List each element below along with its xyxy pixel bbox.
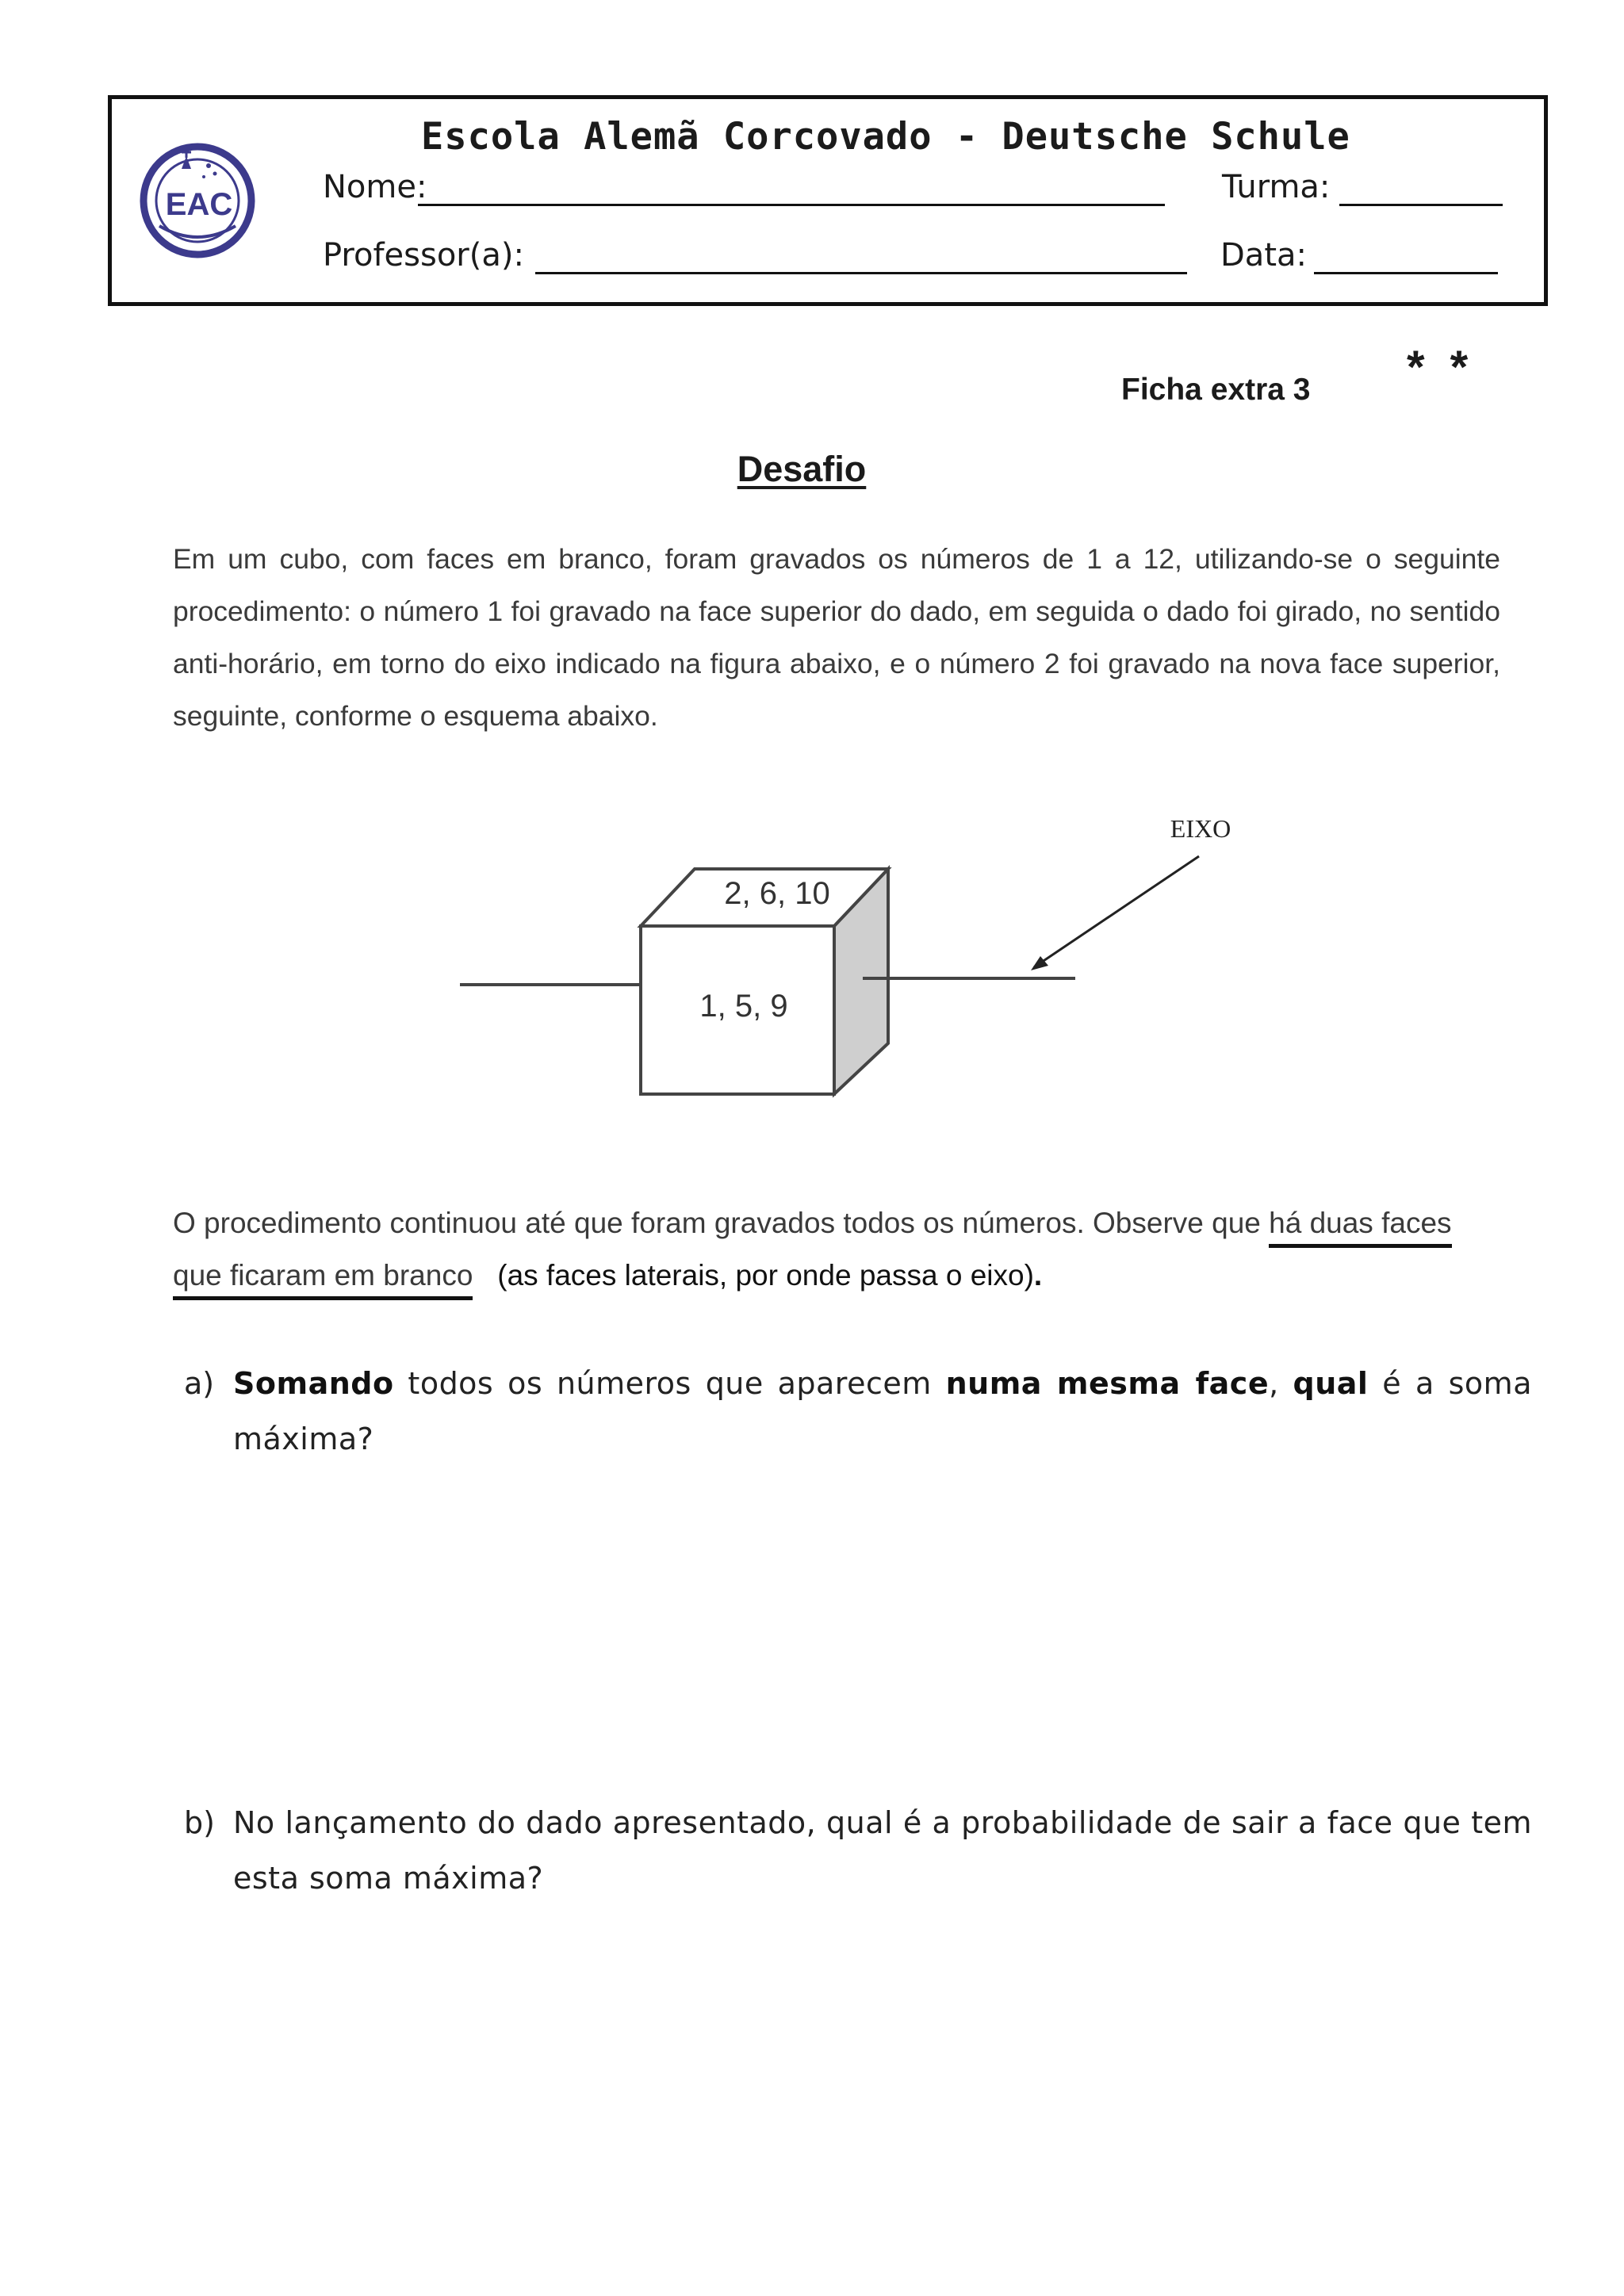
conclusion-end: .: [1033, 1259, 1043, 1292]
ficha-label: Ficha extra 3: [1121, 373, 1311, 407]
question-b-letter: b): [184, 1805, 215, 1840]
difficulty-stars: * *: [1407, 342, 1475, 393]
logo-text: EAC: [165, 187, 233, 222]
question-a-text: Somando todos os números que aparecem numa mesma face, qual é a soma máxima?: [233, 1366, 1532, 1456]
axis-label: EIXO: [1170, 814, 1231, 843]
question-b-text: No lançamento do dado apresentado, qual é a probabilidade de sair a face que tem esta soma máxima?: [233, 1805, 1532, 1896]
intro-paragraph: Em um cubo, com faces em branco, foram gravados os números de 1 a 12, utilizando-se o seguinte procedimento: o número 1 foi gravado na face superior do dado, em seguida o dado foi girado, no sentido anti-horário, em torno do eixo indicado na figura abaixo, e o número 2 foi gravado na nova face superior, seguinte, conforme o esquema abaixo.: [173, 543, 1500, 732]
conclusion-line-2: [173, 1249, 1505, 1302]
axis-arrow: [1034, 856, 1199, 967]
turma-label: Turma:: [1222, 169, 1331, 205]
turma-field[interactable]: [1339, 204, 1503, 206]
cube-diagram: [444, 801, 1285, 1118]
professor-label: Professor(a):: [323, 237, 524, 274]
question-a-letter: a): [184, 1366, 215, 1401]
cube-front-label: 1, 5, 9: [699, 989, 788, 1024]
nome-field[interactable]: [418, 204, 1165, 206]
header-box: [108, 95, 1548, 306]
school-name: Escola Alemã Corcovado - Deutsche Schule: [421, 115, 1350, 159]
question-b: [184, 1795, 1532, 1906]
cube-top-label: 2, 6, 10: [724, 876, 830, 911]
page-title: Desafio: [737, 449, 867, 489]
professor-field[interactable]: [535, 272, 1187, 274]
data-label: Data:: [1220, 237, 1307, 274]
underlined-phrase-a: há duas faces: [1269, 1207, 1451, 1248]
conclusion-part-1: O procedimento continuou até que foram gravados todos os números. Observe que: [173, 1207, 1261, 1239]
data-field[interactable]: [1314, 272, 1498, 274]
conclusion-paragraph: [173, 1197, 1505, 1302]
school-logo: [136, 137, 259, 264]
question-a: [184, 1356, 1532, 1467]
nome-label: Nome:: [323, 169, 427, 205]
underlined-phrase-b: que ficaram em branco: [173, 1259, 473, 1300]
conclusion-line-1: [173, 1197, 1505, 1249]
conclusion-part-2: (as faces laterais, por onde passa o eixo): [497, 1259, 1034, 1292]
